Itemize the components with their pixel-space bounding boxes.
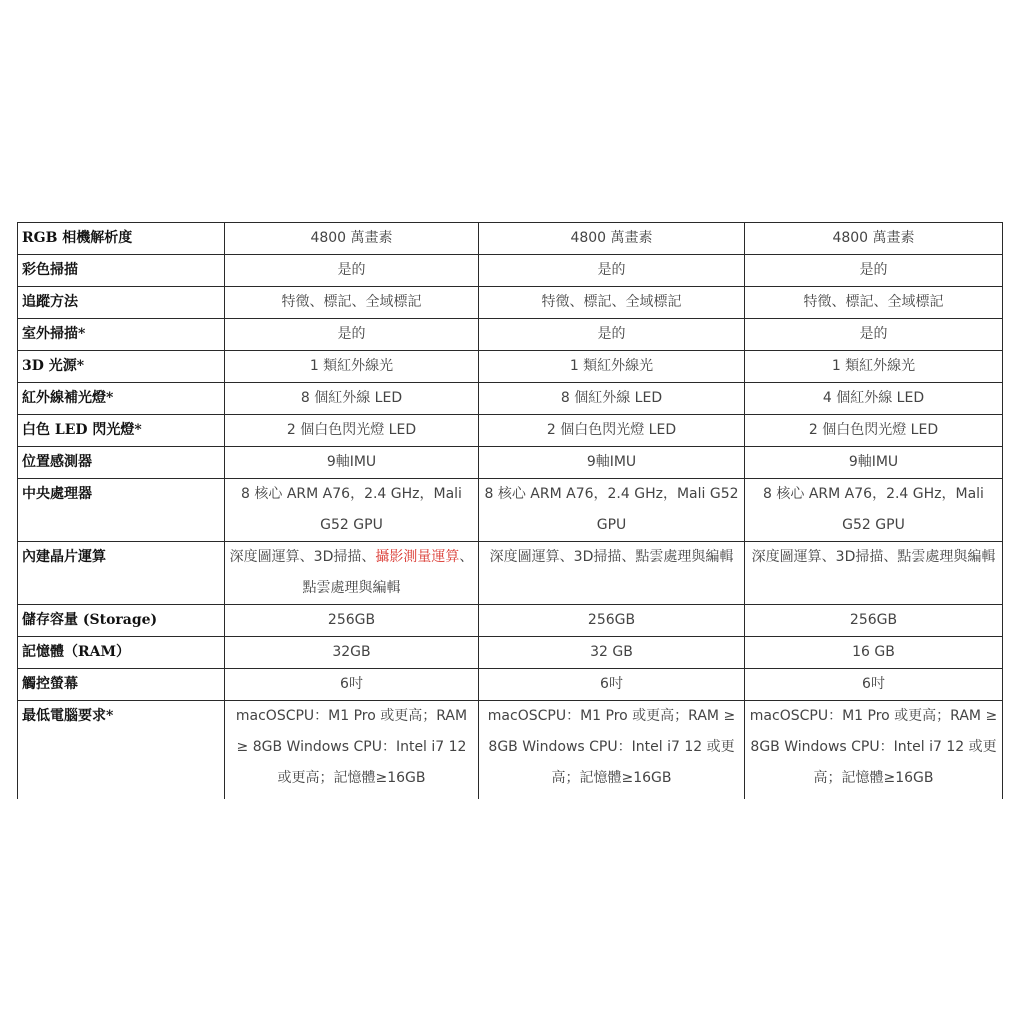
table-cell: 4 個紅外線 LED [745, 383, 1003, 415]
table-row [18, 669, 1003, 701]
table-row [18, 319, 1003, 351]
table-cell: 4800 萬畫素 [479, 223, 745, 255]
row-label: 中央處理器 [18, 479, 225, 542]
table-cell: 9軸IMU [479, 447, 745, 479]
table-cell: 32 GB [479, 637, 745, 669]
table-cell: 8 核心 ARM A76，2.4 GHz，Mali G52 GPU [225, 479, 479, 542]
row-label: 記憶體（RAM） [18, 637, 225, 669]
table-cell: 6吋 [479, 669, 745, 701]
table-cell: 1 類紅外線光 [225, 351, 479, 383]
table-cell: 2 個白色閃光燈 LED [225, 415, 479, 447]
table-cell: 深度圖運算、3D掃描、點雲處理與編輯 [745, 542, 1003, 605]
highlight-text: 攝影測量運算 [375, 549, 460, 565]
table-cell: 1 類紅外線光 [745, 351, 1003, 383]
table-cell: 特徵、標記、全域標記 [225, 287, 479, 319]
table-row [18, 255, 1003, 287]
row-label: 最低電腦要求* [18, 701, 225, 800]
table-cell: 8 核心 ARM A76，2.4 GHz，Mali G52 GPU [745, 479, 1003, 542]
spec-comparison-table [17, 222, 1003, 799]
table-cell: 是的 [745, 319, 1003, 351]
table-cell: 是的 [745, 255, 1003, 287]
table-cell: macOSCPU：M1 Pro 或更高；RAM ≥ 8GB Windows CPU：Intel i7 12 或更高；記憶體≥16GB [479, 701, 745, 800]
table-cell: 特徵、標記、全域標記 [745, 287, 1003, 319]
table-cell: 2 個白色閃光燈 LED [745, 415, 1003, 447]
row-label: 彩色掃描 [18, 255, 225, 287]
row-label: 觸控螢幕 [18, 669, 225, 701]
table-cell: 1 類紅外線光 [479, 351, 745, 383]
table-row [18, 287, 1003, 319]
table-row [18, 701, 1003, 800]
table-row [18, 223, 1003, 255]
cell-text: 深度圖運算、3D掃描、 [229, 549, 376, 565]
table-cell: 8 個紅外線 LED [225, 383, 479, 415]
table-cell: 是的 [225, 319, 479, 351]
row-label: 追蹤方法 [18, 287, 225, 319]
table-cell: 是的 [479, 319, 745, 351]
table-cell: 是的 [479, 255, 745, 287]
table-row [18, 351, 1003, 383]
cell-text: 、點雲處理與編輯 [302, 549, 474, 596]
row-label: RGB 相機解析度 [18, 223, 225, 255]
table-cell: 6吋 [745, 669, 1003, 701]
row-label: 儲存容量 (Storage) [18, 605, 225, 637]
table-cell: 16 GB [745, 637, 1003, 669]
row-label: 位置感測器 [18, 447, 225, 479]
table-cell: 32GB [225, 637, 479, 669]
table-row [18, 447, 1003, 479]
table-cell: 4800 萬畫素 [745, 223, 1003, 255]
table-row [18, 415, 1003, 447]
table-cell: 是的 [225, 255, 479, 287]
table-cell: macOSCPU：M1 Pro 或更高；RAM ≥ 8GB Windows CPU：Intel i7 12 或更高；記憶體≥16GB [225, 701, 479, 800]
table-cell: 特徵、標記、全域標記 [479, 287, 745, 319]
row-label: 白色 LED 閃光燈* [18, 415, 225, 447]
table-row [18, 479, 1003, 542]
row-label: 紅外線補光燈* [18, 383, 225, 415]
table-cell: 6吋 [225, 669, 479, 701]
table-cell: 8 核心 ARM A76，2.4 GHz，Mali G52 GPU [479, 479, 745, 542]
row-label: 室外掃描* [18, 319, 225, 351]
table-cell: macOSCPU：M1 Pro 或更高；RAM ≥ 8GB Windows CPU：Intel i7 12 或更高；記憶體≥16GB [745, 701, 1003, 800]
table-cell: 深度圖運算、3D掃描、點雲處理與編輯 [479, 542, 745, 605]
table-row [18, 383, 1003, 415]
table-cell: 8 個紅外線 LED [479, 383, 745, 415]
row-label: 3D 光源* [18, 351, 225, 383]
table-row [18, 605, 1003, 637]
table-cell: 4800 萬畫素 [225, 223, 479, 255]
table-cell: 9軸IMU [225, 447, 479, 479]
table-cell: 256GB [225, 605, 479, 637]
table-row [18, 542, 1003, 605]
table-row [18, 637, 1003, 669]
table-cell: 256GB [745, 605, 1003, 637]
table-cell [225, 542, 479, 605]
table-cell: 256GB [479, 605, 745, 637]
table-cell: 9軸IMU [745, 447, 1003, 479]
table-cell: 2 個白色閃光燈 LED [479, 415, 745, 447]
row-label: 內建晶片運算 [18, 542, 225, 605]
